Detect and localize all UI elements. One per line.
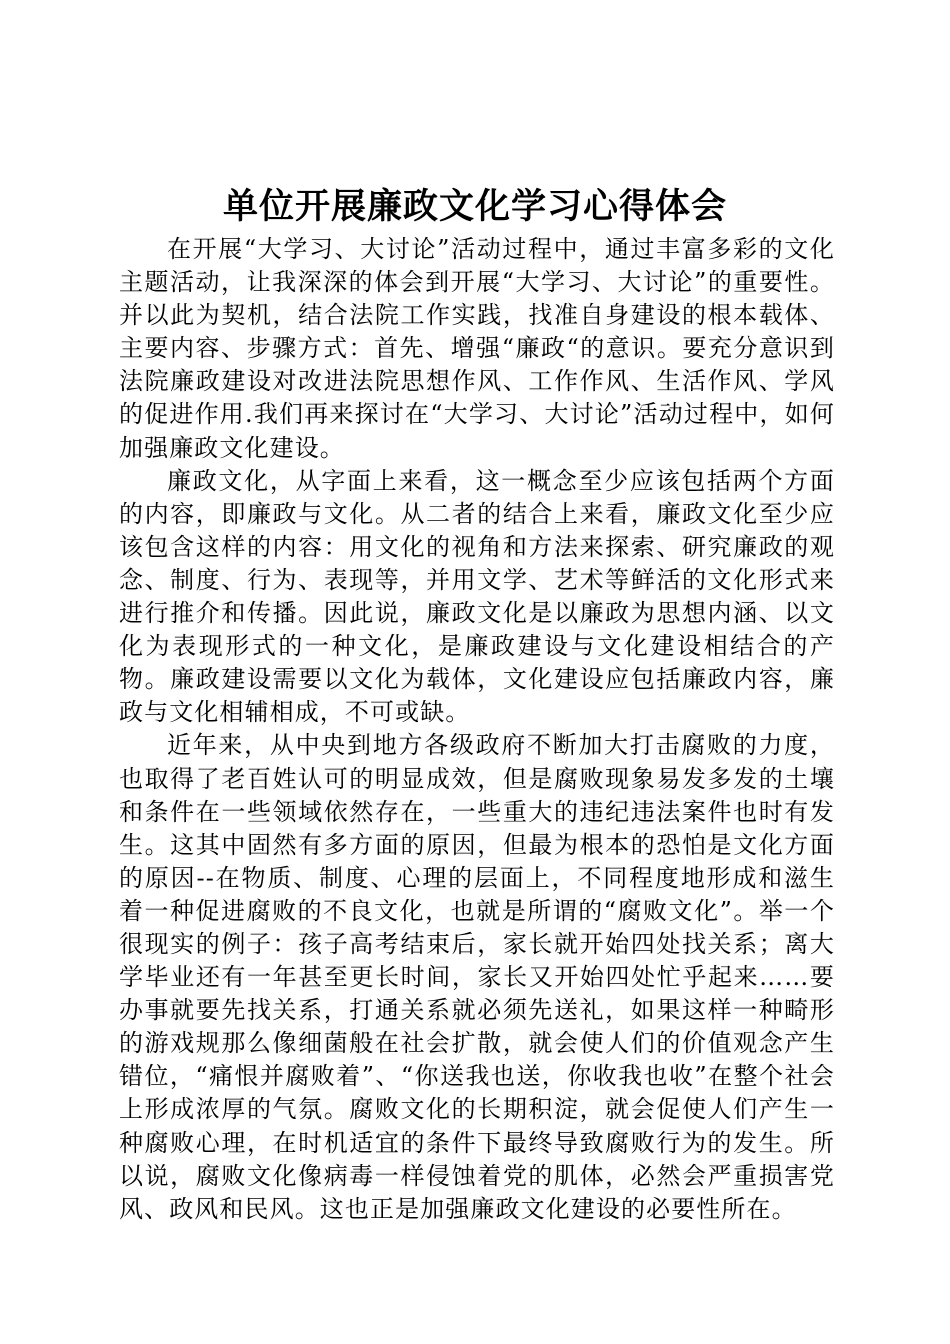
paragraph-3: 近年来，从中央到地方各级政府不断加大打击腐败的力度，也取得了老百姓认可的明显成效，但是腐败现象易发多发的土壤和条件在一些领域依然存在，一些重大的违纪违法案件也时有发生。这其中固然有多方面的原因，但最为根本的恐怕是文化方面的原因--在物质、制度、心理的层面上，不同程度地形成和滋生着一种促进腐败的不良文化，也就是所谓的“腐败文化”。举一个很现实的例子：孩子高考结束后，家长就开始四处找关系；离大学毕业还有一年甚至更长时间，家长又开始四处忙乎起来……要办事就要先找关系，打通关系就必须先送礼，如果这样一种畸形的游戏规那么像细菌般在社会扩散，就会使人们的价值观念产生错位，“痛恨并腐败着”、“你送我也送，你收我也收”在整个社会上形成浓厚的气氛。腐败文化的长期积淀，就会促使人们产生一种腐败心理，在时机适宜的条件下最终导致腐败行为的发生。所以说，腐败文化像病毒一样侵蚀着党的肌体，必然会严重损害党风、政风和民风。这也正是加强廉政文化建设的必要性所在。 xyxy=(119,731,835,1223)
paragraph-2: 廉政文化，从字面上来看，这一概念至少应该包括两个方面的内容，即廉政与文化。从二者的结合上来看，廉政文化至少应该包含这样的内容：用文化的视角和方法来探索、研究廉政的观念、制度、行为、表现等，并用文学、艺术等鲜活的文化形式来进行推介和传播。因此说，廉政文化是以廉政为思想内涵、以文化为表现形式的一种文化，是廉政建设与文化建设相结合的产物。廉政建设需要以文化为载体，文化建设应包括廉政内容，廉政与文化相辅相成，不可或缺。 xyxy=(119,466,835,727)
document-body xyxy=(119,233,835,1226)
document-title: 单位开展廉政文化学习心得体会 xyxy=(222,187,727,227)
paragraph-1: 在开展“大学习、大讨论”活动过程中，通过丰富多彩的文化主题活动，让我深深的体会到开展“大学习、大讨论”的重要性。并以此为契机，结合法院工作实践，找准自身建设的根本载体、主要内容、步骤方式：首先、增强“廉政“的意识。要充分意识到法院廉政建设对改进法院思想作风、工作作风、生活作风、学风的促进作用.我们再来探讨在“大学习、大讨论”活动过程中，如何加强廉政文化建设。 xyxy=(119,235,835,462)
